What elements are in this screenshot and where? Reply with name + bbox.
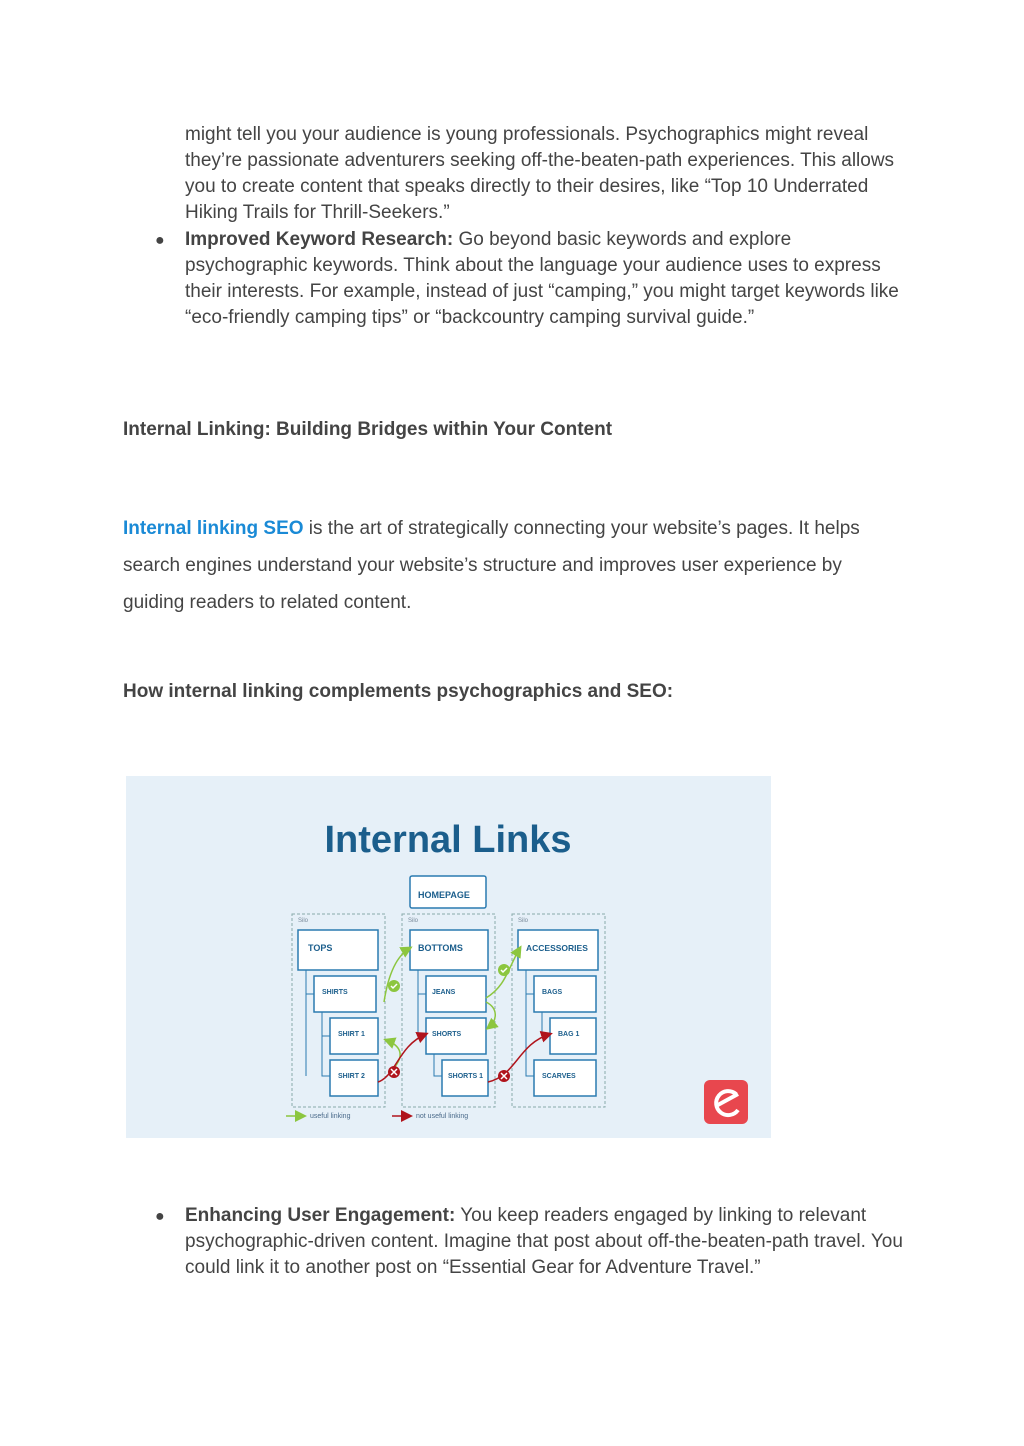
silo-bottoms (402, 914, 495, 1107)
section-heading-complements: How internal linking complements psychographics and SEO: (123, 681, 674, 702)
legend-not-useful: not useful linking (416, 1113, 469, 1120)
internal-links-diagram (126, 776, 771, 1138)
bullet-keyword-research (185, 227, 905, 331)
bullet-dot: ● (155, 1208, 165, 1225)
bullet-text: You keep readers engaged by linking to relevant psychographic-driven content. Imagine that post about off-the-beaten-path travel. You could link it to another post on “Essential Gear for Adventure Travel.” (185, 1205, 903, 1278)
diagram-title: Internal Links (324, 819, 572, 861)
section-heading-internal-linking: Internal Linking: Building Bridges within Your Content (123, 419, 613, 440)
homepage-box: HOMEPAGE (418, 890, 470, 900)
silo-accessories (512, 914, 605, 1107)
box-shirts: SHIRTS (322, 989, 348, 996)
svg-text:Silo: Silo (518, 918, 529, 924)
bullet-dot: ● (155, 232, 165, 249)
e-logo-icon (704, 1080, 748, 1124)
box-scarves: SCARVES (542, 1073, 576, 1080)
bullet-lead: Improved Keyword Research: (185, 229, 454, 250)
intro-text: is the art of strategically connecting your website’s pages. It helps search engines understand your website’s structure and improves user experience by guiding readers to related content. (123, 518, 860, 613)
svg-text:Silo: Silo (298, 918, 309, 924)
box-bottoms: BOTTOMS (418, 943, 463, 953)
box-shirt-1: SHIRT 1 (338, 1031, 365, 1038)
box-jeans: JEANS (432, 989, 456, 996)
box-bags: BAGS (542, 989, 563, 996)
bullet-user-engagement (185, 1203, 905, 1281)
legend-useful: useful linking (310, 1113, 351, 1120)
silo-tops (292, 914, 385, 1107)
box-shirt-2: SHIRT 2 (338, 1073, 365, 1080)
internal-linking-seo-link[interactable]: Internal linking SEO (123, 518, 304, 539)
paragraph-continuation: might tell you your audience is young professionals. Psychographics might reveal they’re passionate adventurers seeking off-the-beaten-path experiences. This allows you to create content that speaks directly to their desires, like “Top 10 Underrated Hiking Trails for Thrill-Seekers.” (185, 124, 895, 223)
bullet-text: Go beyond basic keywords and explore psychographic keywords. Think about the language your audience uses to express their interests. For example, instead of just “camping,” you might target keywords like “eco-friendly camping tips” or “backcountry camping survival guide.” (185, 229, 899, 328)
intro-paragraph (123, 510, 903, 621)
box-bag-1: BAG 1 (558, 1031, 580, 1038)
box-tops: TOPS (308, 943, 333, 953)
box-accessories: ACCESSORIES (526, 943, 588, 953)
box-shorts-1: SHORTS 1 (448, 1073, 484, 1080)
bullet-lead: Enhancing User Engagement: (185, 1205, 456, 1226)
box-shorts: SHORTS (432, 1031, 462, 1038)
svg-text:Silo: Silo (408, 918, 419, 924)
